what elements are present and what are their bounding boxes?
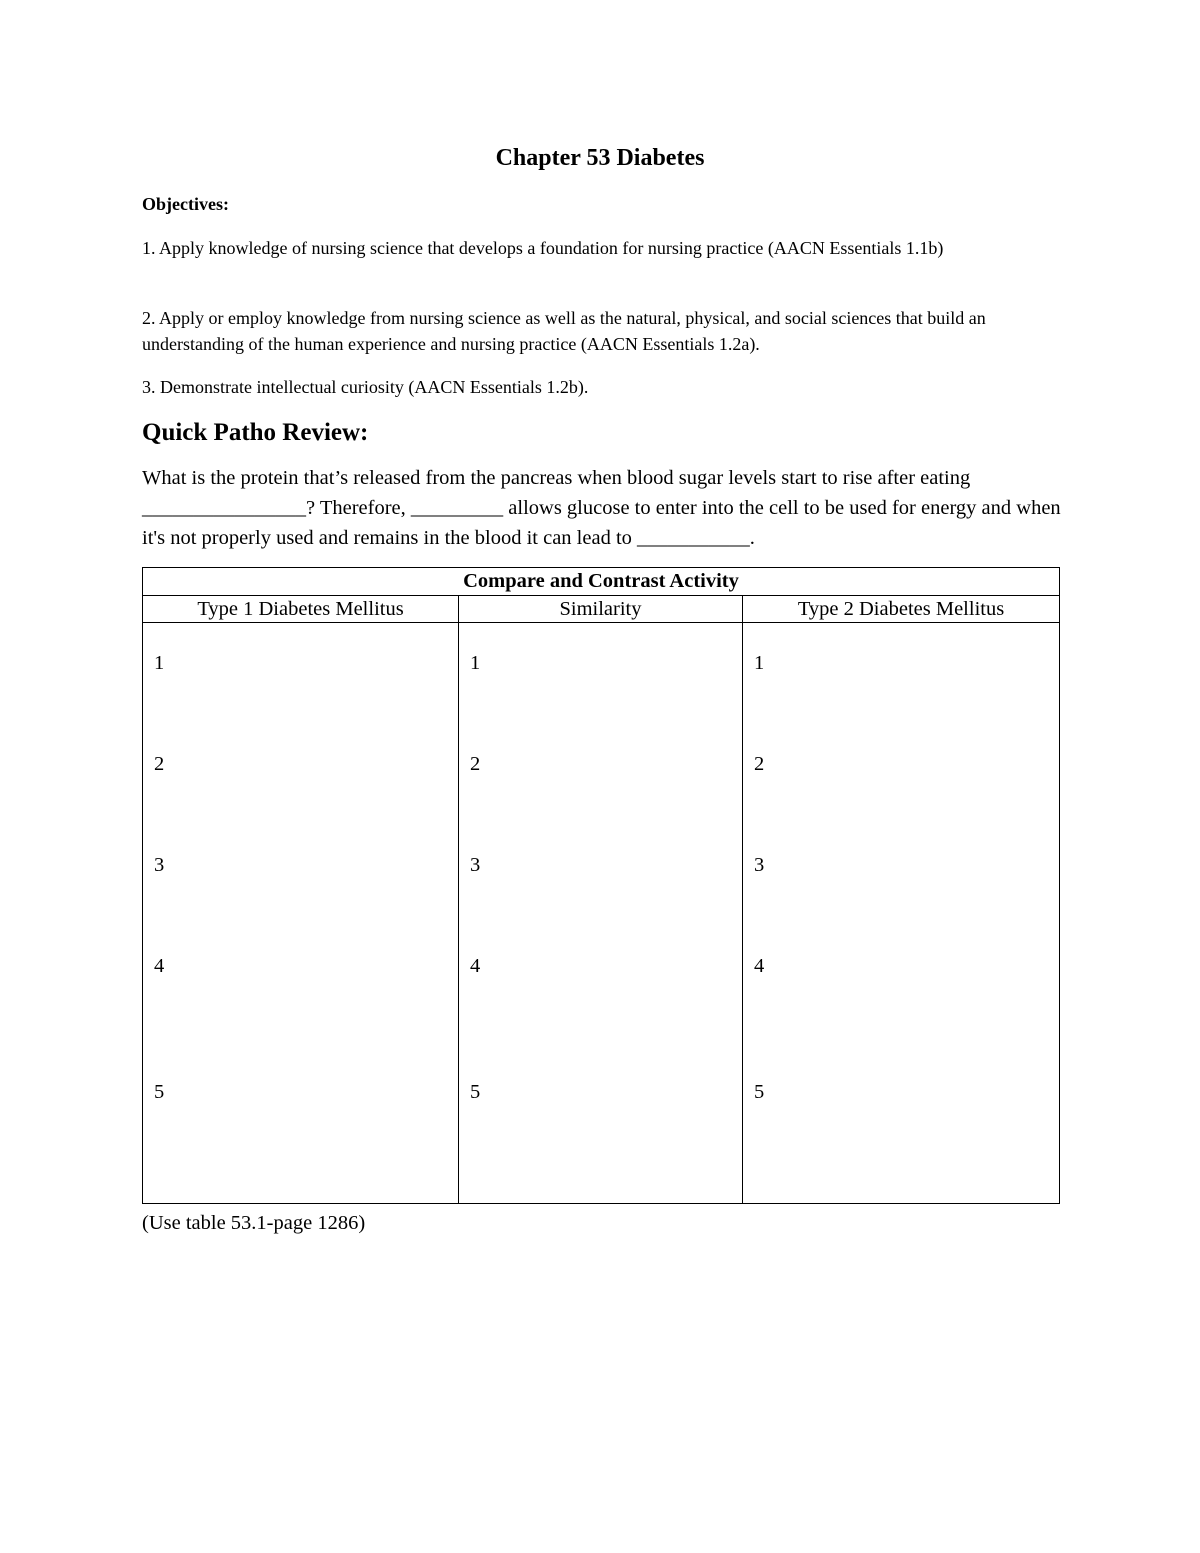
- type1-column-cell[interactable]: [143, 623, 459, 1204]
- column-header-type2: Type 2 Diabetes Mellitus: [743, 596, 1060, 623]
- type2-item-number: 5: [754, 1081, 765, 1103]
- type1-item-number: 2: [154, 753, 165, 775]
- similarity-item-number: 1: [470, 652, 481, 674]
- objective-item-3: 3. Demonstrate intellectual curiosity (AACN Essentials 1.2b).: [142, 377, 589, 397]
- table-caption: Compare and Contrast Activity: [143, 568, 1060, 596]
- similarity-item-number: 3: [470, 854, 481, 876]
- similarity-item-number: 2: [470, 753, 481, 775]
- column-header-type1: Type 1 Diabetes Mellitus: [143, 596, 459, 623]
- type2-item-number: 3: [754, 854, 765, 876]
- column-header-similarity: Similarity: [459, 596, 743, 623]
- review-question-paragraph: What is the protein that’s released from the pancreas when blood sugar levels start to rise after eating ________________? Therefore, _________ allows glucose to enter into the cell to be used for energy and when it's not properly used and remains in the blood it can lead to ___________.: [142, 467, 1061, 549]
- objective-item-2: 2. Apply or employ knowledge from nursing science as well as the natural, physical, and social sciences that build an understanding of the human experience and nursing practice (AACN Essentials 1.2a).: [142, 308, 986, 354]
- similarity-item-number: 4: [470, 955, 481, 977]
- objective-item-1: 1. Apply knowledge of nursing science that develops a foundation for nursing practice (AACN Essentials 1.1b): [142, 238, 944, 258]
- type1-item-number: 1: [154, 652, 165, 674]
- quick-patho-review-heading: Quick Patho Review:: [142, 419, 369, 446]
- type2-item-number: 2: [754, 753, 765, 775]
- type1-item-number: 4: [154, 955, 165, 977]
- similarity-column-cell[interactable]: [459, 623, 743, 1204]
- type2-item-number: 1: [754, 652, 765, 674]
- objectives-heading: Objectives:: [142, 194, 229, 214]
- similarity-item-number: 5: [470, 1081, 481, 1103]
- type2-item-number: 4: [754, 955, 765, 977]
- page-title: Chapter 53 Diabetes: [495, 145, 705, 171]
- type2-column-cell[interactable]: [743, 623, 1060, 1204]
- type1-item-number: 3: [154, 854, 165, 876]
- type1-item-number: 5: [154, 1081, 165, 1103]
- table-footnote: (Use table 53.1-page 1286): [142, 1212, 366, 1234]
- compare-contrast-table: [142, 567, 1060, 1204]
